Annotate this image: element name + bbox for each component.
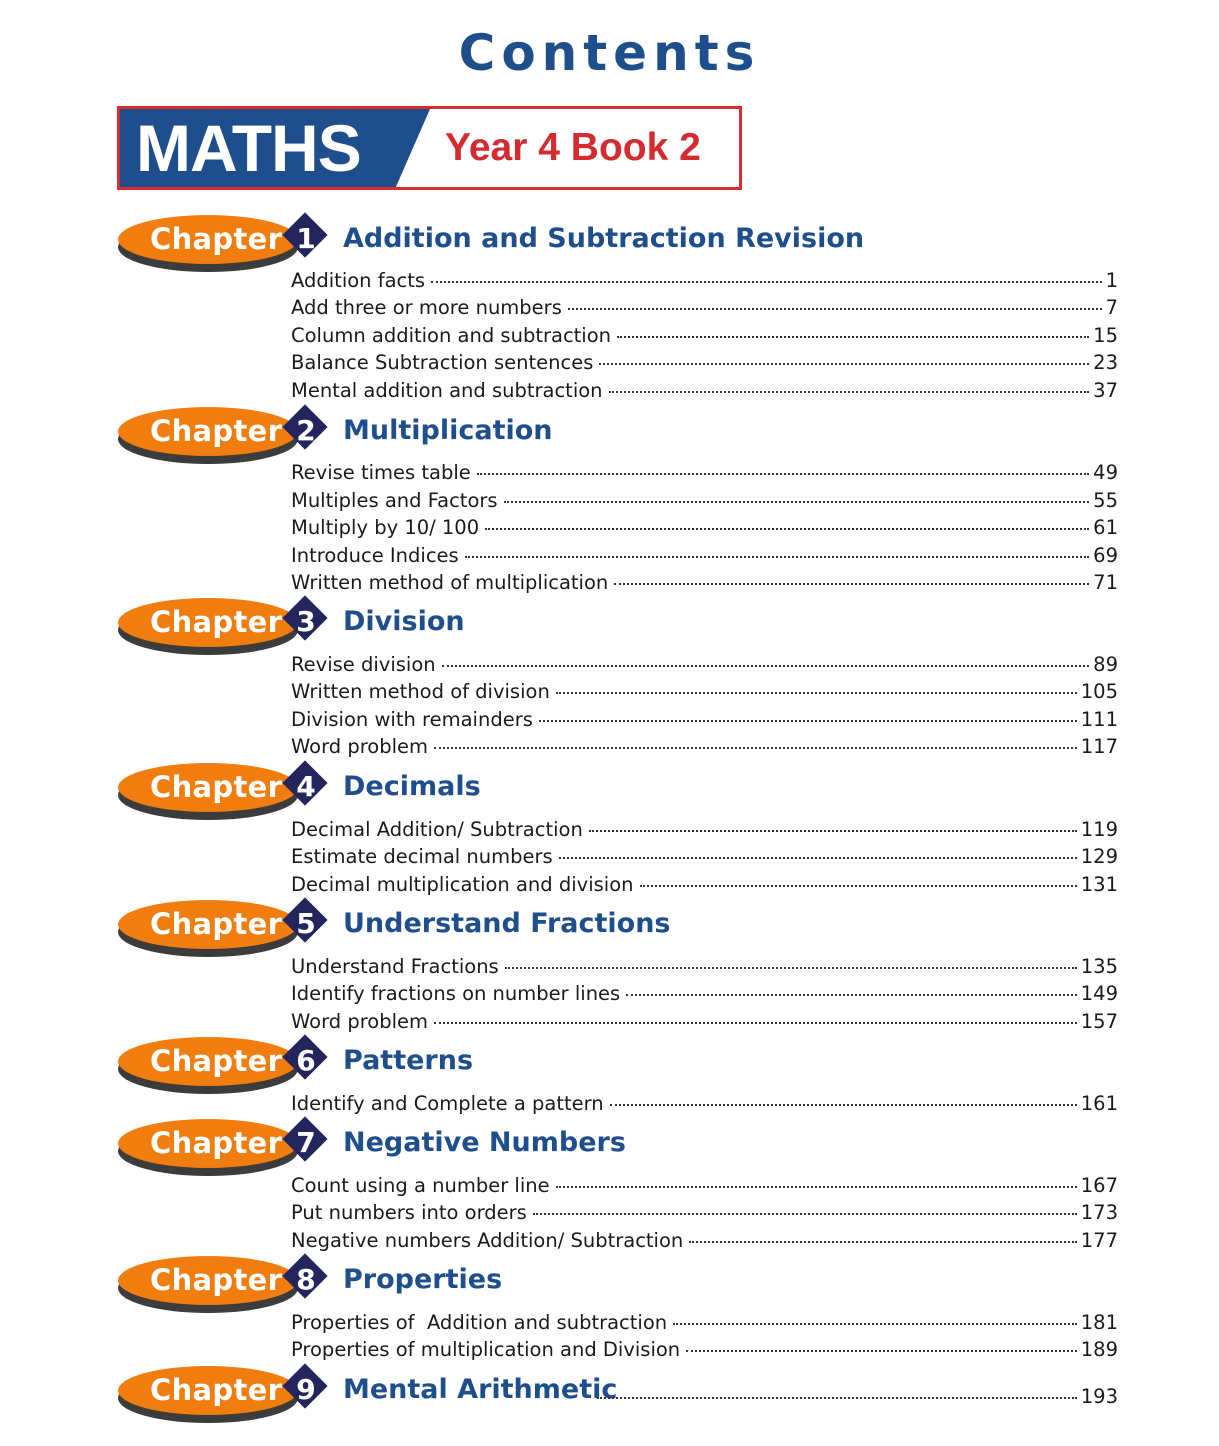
toc-leader-dots bbox=[559, 857, 1077, 859]
toc-entry[interactable] bbox=[291, 1310, 1118, 1336]
toc-entry-label: Identify and Complete a pattern bbox=[291, 1092, 604, 1115]
chapter-title[interactable]: Multiplication bbox=[343, 415, 553, 446]
toc-entry-page: 157 bbox=[1080, 1010, 1118, 1033]
toc-entry-page: 177 bbox=[1080, 1229, 1118, 1252]
toc-leader-dots bbox=[614, 583, 1089, 585]
toc-entry-page: 1 bbox=[1105, 269, 1118, 292]
chapter-number: 9 bbox=[296, 1373, 316, 1406]
toc-entry[interactable] bbox=[291, 350, 1118, 376]
toc-leader-dots bbox=[431, 281, 1102, 283]
toc-entry-label: Column addition and subtraction bbox=[291, 324, 612, 347]
toc-entry-label: Written method of multiplication bbox=[291, 571, 609, 594]
toc-entry[interactable] bbox=[291, 570, 1118, 596]
toc-entry[interactable] bbox=[291, 872, 1118, 898]
chapter-title[interactable]: Patterns bbox=[343, 1045, 474, 1076]
chapter-word: Chapter bbox=[150, 770, 283, 804]
toc-entry[interactable] bbox=[591, 1384, 1118, 1410]
toc-entry-label: Revise times table bbox=[291, 461, 471, 484]
toc-entry-page: 15 bbox=[1093, 324, 1118, 347]
toc-entry[interactable] bbox=[291, 981, 1118, 1007]
toc-entry-page: 111 bbox=[1080, 708, 1118, 731]
toc-entry-page: 89 bbox=[1093, 653, 1118, 676]
toc-entry-page: 37 bbox=[1093, 379, 1118, 402]
toc-leader-dots bbox=[556, 692, 1077, 694]
toc-entry[interactable] bbox=[291, 515, 1118, 541]
toc-leader-dots bbox=[610, 1104, 1077, 1106]
toc-entry[interactable] bbox=[291, 488, 1118, 514]
chapter-title[interactable]: Mental Arithmetic bbox=[343, 1374, 618, 1405]
banner-subject: MATHS bbox=[136, 111, 361, 185]
toc-leader-dots bbox=[533, 1213, 1077, 1215]
chapter-badge bbox=[116, 1118, 346, 1178]
chapter-number: 8 bbox=[296, 1263, 316, 1296]
toc-entry-page: 71 bbox=[1093, 571, 1118, 594]
chapter-badge bbox=[116, 1365, 346, 1425]
toc-entry-page: 193 bbox=[1080, 1385, 1118, 1408]
toc-entry[interactable] bbox=[291, 954, 1118, 980]
chapter-title[interactable]: Understand Fractions bbox=[343, 908, 671, 939]
toc-entry-page: 7 bbox=[1105, 296, 1118, 319]
chapter-badge bbox=[116, 762, 346, 822]
toc-leader-dots bbox=[640, 885, 1077, 887]
toc-entry[interactable] bbox=[291, 1173, 1118, 1199]
chapter-badge bbox=[116, 406, 346, 466]
toc-entry-page: 69 bbox=[1093, 544, 1118, 567]
toc-entry-label: Decimal Addition/ Subtraction bbox=[291, 818, 583, 841]
chapter-title[interactable]: Decimals bbox=[343, 771, 481, 802]
chapter-badge bbox=[116, 899, 346, 959]
toc-entry-label: Count using a number line bbox=[291, 1174, 550, 1197]
toc-leader-dots bbox=[442, 665, 1090, 667]
chapter-number: 5 bbox=[296, 907, 316, 940]
chapter-title[interactable]: Negative Numbers bbox=[343, 1127, 626, 1158]
toc-leader-dots bbox=[556, 1186, 1077, 1188]
chapter-badge bbox=[116, 1036, 346, 1096]
toc-entry[interactable] bbox=[291, 817, 1118, 843]
toc-leader-dots bbox=[617, 336, 1089, 338]
chapter-title[interactable]: Division bbox=[343, 606, 465, 637]
toc-entry-label: Division with remainders bbox=[291, 708, 533, 731]
subject-banner bbox=[117, 106, 742, 190]
toc-leader-dots bbox=[504, 501, 1090, 503]
toc-leader-dots bbox=[597, 1397, 1077, 1399]
toc-leader-dots bbox=[689, 1241, 1076, 1243]
toc-entry-label: Negative numbers Addition/ Subtraction bbox=[291, 1229, 684, 1252]
chapter-number: 2 bbox=[296, 414, 316, 447]
chapter-number: 6 bbox=[296, 1044, 316, 1077]
toc-entry-label: Properties of Addition and subtraction bbox=[291, 1311, 668, 1334]
chapter-word: Chapter bbox=[150, 907, 283, 941]
chapter-number: 1 bbox=[296, 222, 316, 255]
toc-entry-label: Understand Fractions bbox=[291, 955, 499, 978]
toc-entry[interactable] bbox=[291, 460, 1118, 486]
toc-entry-label: Identify fractions on number lines bbox=[291, 982, 621, 1005]
banner-book-title: Year 4 Book 2 bbox=[445, 126, 701, 169]
toc-entry-label: Revise division bbox=[291, 653, 436, 676]
toc-entry-label: Properties of multiplication and Division bbox=[291, 1338, 681, 1361]
chapter-title[interactable]: Addition and Subtraction Revision bbox=[343, 223, 865, 254]
toc-entry-page: 135 bbox=[1080, 955, 1118, 978]
toc-entry[interactable] bbox=[291, 1200, 1118, 1226]
toc-leader-dots bbox=[539, 720, 1077, 722]
toc-entry-label: Word problem bbox=[291, 1010, 429, 1033]
toc-entry-label: Multiples and Factors bbox=[291, 489, 498, 512]
toc-leader-dots bbox=[505, 967, 1077, 969]
chapter-word: Chapter bbox=[150, 414, 283, 448]
toc-leader-dots bbox=[673, 1323, 1077, 1325]
toc-entry-page: 61 bbox=[1093, 516, 1118, 539]
toc-entry-label: Mental addition and subtraction bbox=[291, 379, 603, 402]
chapter-badge bbox=[116, 597, 346, 657]
toc-entry-label: Addition facts bbox=[291, 269, 426, 292]
chapter-word: Chapter bbox=[150, 1126, 283, 1160]
toc-leader-dots bbox=[485, 528, 1089, 530]
toc-leader-dots bbox=[609, 391, 1090, 393]
toc-leader-dots bbox=[589, 830, 1077, 832]
toc-entry-page: 23 bbox=[1093, 351, 1118, 374]
toc-entry[interactable] bbox=[291, 323, 1118, 349]
toc-entry-page: 49 bbox=[1093, 461, 1118, 484]
toc-entry-page: 105 bbox=[1080, 680, 1118, 703]
toc-entry[interactable] bbox=[291, 1009, 1118, 1035]
page-title: Contents bbox=[458, 24, 761, 82]
toc-entry-page: 149 bbox=[1080, 982, 1118, 1005]
toc-leader-dots bbox=[434, 1022, 1077, 1024]
chapter-badge bbox=[116, 1255, 346, 1315]
toc-entry-label: Decimal multiplication and division bbox=[291, 873, 634, 896]
chapter-badge bbox=[116, 214, 346, 274]
toc-leader-dots bbox=[568, 308, 1102, 310]
toc-entry-label: Written method of division bbox=[291, 680, 550, 703]
toc-entry[interactable] bbox=[291, 1337, 1118, 1363]
toc-entry[interactable] bbox=[291, 295, 1118, 321]
toc-entry[interactable] bbox=[291, 844, 1118, 870]
toc-entry-label: Estimate decimal numbers bbox=[291, 845, 553, 868]
chapter-number: 3 bbox=[296, 605, 316, 638]
toc-entry-label: Add three or more numbers bbox=[291, 296, 562, 319]
chapter-word: Chapter bbox=[150, 1373, 283, 1407]
toc-leader-dots bbox=[626, 994, 1077, 996]
toc-entry-label: Balance Subtraction sentences bbox=[291, 351, 594, 374]
toc-entry-page: 131 bbox=[1080, 873, 1118, 896]
toc-entry[interactable] bbox=[291, 707, 1118, 733]
chapter-word: Chapter bbox=[150, 605, 283, 639]
toc-entry-page: 173 bbox=[1080, 1201, 1118, 1224]
toc-entry-label: Put numbers into orders bbox=[291, 1201, 527, 1224]
toc-entry[interactable] bbox=[291, 734, 1118, 760]
toc-entry-page: 119 bbox=[1080, 818, 1118, 841]
toc-entry-page: 167 bbox=[1080, 1174, 1118, 1197]
toc-leader-dots bbox=[599, 363, 1089, 365]
toc-entry-label: Word problem bbox=[291, 735, 429, 758]
toc-entry-page: 117 bbox=[1080, 735, 1118, 758]
toc-entry[interactable] bbox=[291, 679, 1118, 705]
toc-entry[interactable] bbox=[291, 543, 1118, 569]
toc-leader-dots bbox=[465, 556, 1089, 558]
chapter-word: Chapter bbox=[150, 1044, 283, 1078]
toc-leader-dots bbox=[434, 747, 1077, 749]
chapter-word: Chapter bbox=[150, 222, 283, 256]
toc-leader-dots bbox=[686, 1350, 1077, 1352]
toc-entry-label: Introduce Indices bbox=[291, 544, 459, 567]
chapter-number: 7 bbox=[296, 1126, 316, 1159]
toc-entry[interactable] bbox=[291, 1228, 1118, 1254]
chapter-title[interactable]: Properties bbox=[343, 1264, 503, 1295]
toc-entry[interactable] bbox=[291, 1091, 1118, 1117]
toc-entry[interactable] bbox=[291, 378, 1118, 404]
toc-entry-page: 189 bbox=[1080, 1338, 1118, 1361]
toc-entry-page: 129 bbox=[1080, 845, 1118, 868]
chapter-word: Chapter bbox=[150, 1263, 283, 1297]
toc-entry-label: Multiply by 10/ 100 bbox=[291, 516, 480, 539]
chapter-number: 4 bbox=[296, 770, 316, 803]
toc-entry-page: 55 bbox=[1093, 489, 1118, 512]
toc-entry-page: 181 bbox=[1080, 1311, 1118, 1334]
toc-entry-page: 161 bbox=[1080, 1092, 1118, 1115]
toc-leader-dots bbox=[477, 473, 1089, 475]
toc-entry[interactable] bbox=[291, 652, 1118, 678]
toc-entry[interactable] bbox=[291, 268, 1118, 294]
